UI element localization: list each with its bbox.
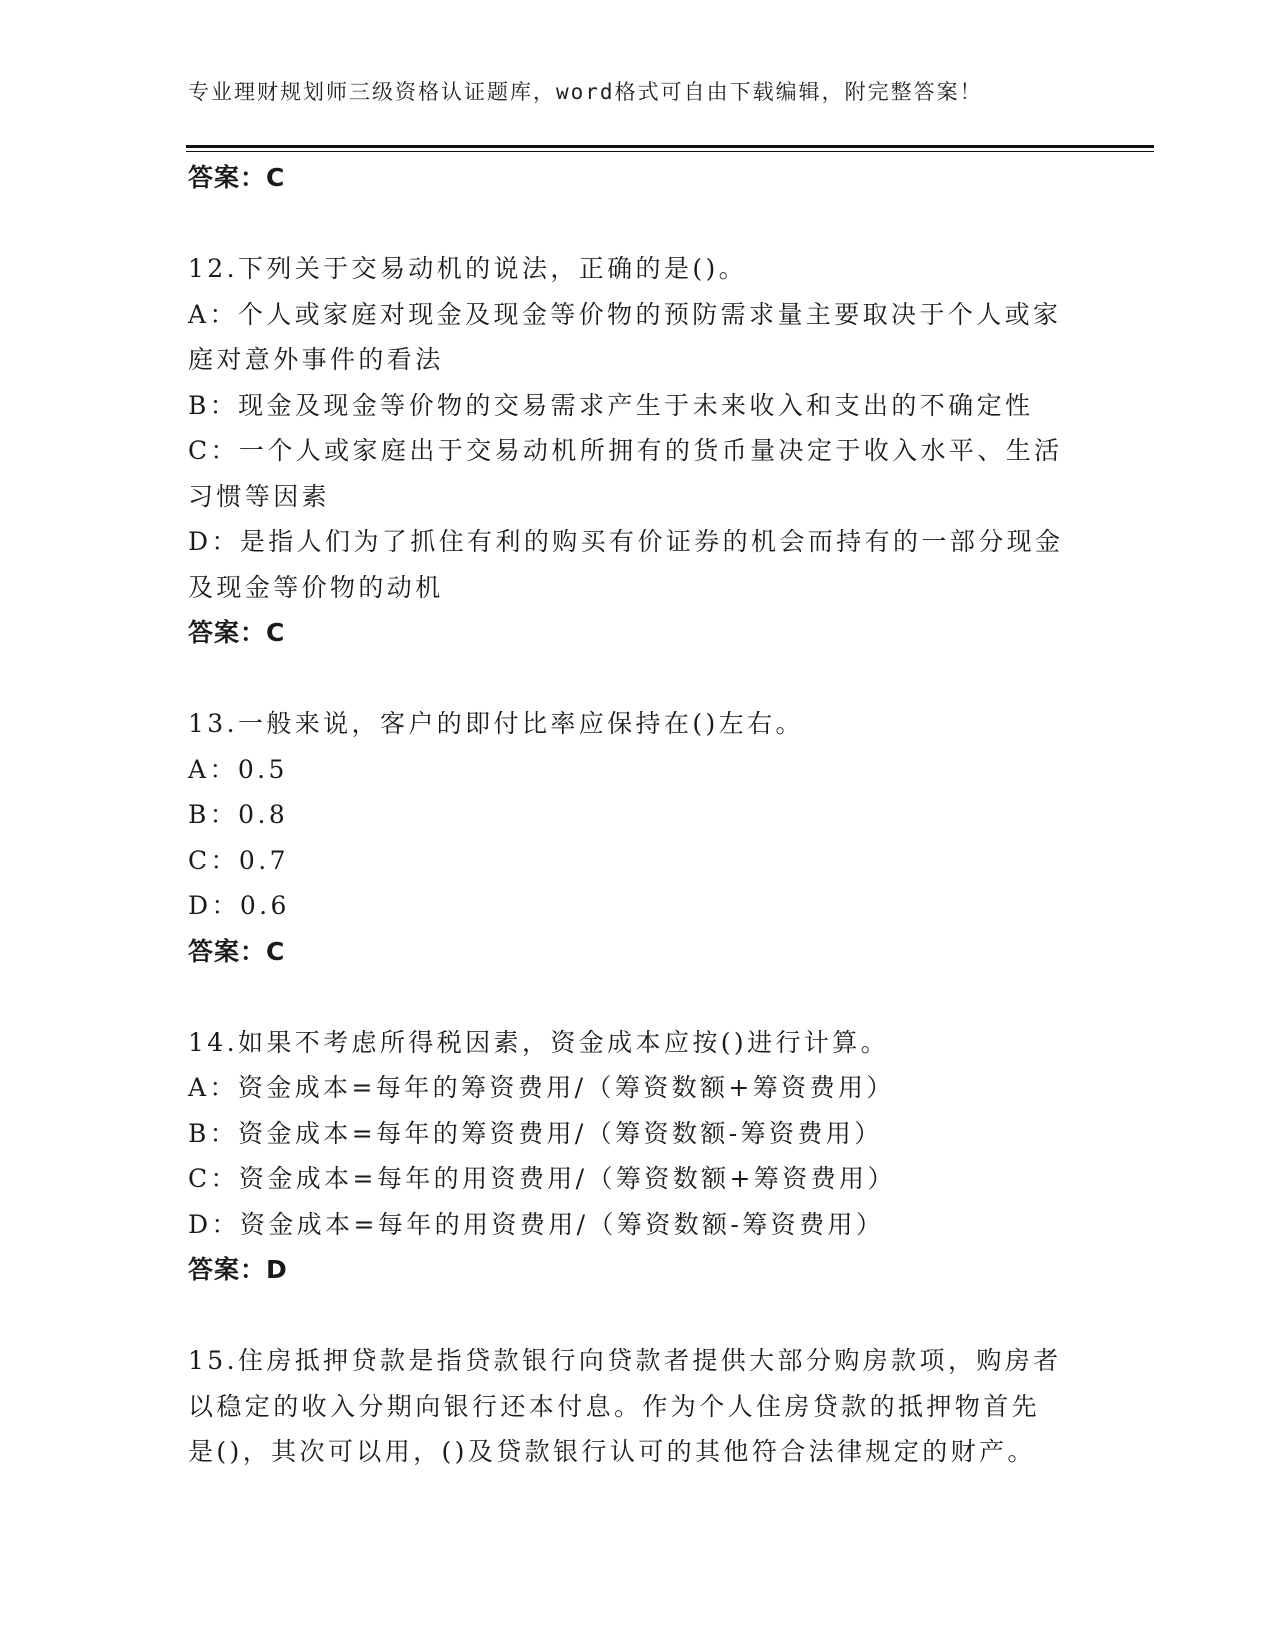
option-a: A：0.5: [188, 754, 288, 784]
question-15: [188, 1338, 1088, 1475]
question-list: [188, 155, 1088, 1475]
spacer: [188, 1293, 1088, 1339]
spacer: [188, 201, 1088, 247]
question-stem: 15.住房抵押贷款是指贷款银行向贷款者提供大部分购房款项，购房者: [188, 1346, 1062, 1375]
question-12: [188, 246, 1088, 656]
option-d: D：0.6: [188, 891, 290, 920]
question-14: [188, 1020, 1088, 1293]
page-header: 专业理财规划师三级资格认证题库，word格式可自由下载编辑，附完整答案！: [188, 80, 983, 104]
question-answer: 答案：C: [188, 618, 286, 647]
question-stem-continued: 是()，其次可以用，()及贷款银行认可的其他符合法律规定的财产。: [188, 1437, 1036, 1466]
option-c: C：一个人或家庭出于交易动机所拥有的货币量决定于收入水平、生活: [188, 436, 1063, 465]
spacer: [188, 974, 1088, 1020]
option-a: A：资金成本=每年的筹资费用/（筹资数额+筹资费用）: [188, 1073, 895, 1102]
option-c: C：0.7: [188, 845, 289, 875]
spacer: [188, 656, 1088, 702]
question-stem-continued: 以稳定的收入分期向银行还本付息。作为个人住房贷款的抵押物首先: [188, 1391, 1041, 1421]
option-b: B：0.8: [188, 800, 289, 829]
option-c-continued: 习惯等因素: [188, 481, 331, 511]
question-answer: 答案：D: [188, 1255, 288, 1284]
question-answer: 答案：C: [188, 936, 286, 966]
header-rule-thin: [186, 151, 1154, 152]
option-b: B：资金成本=每年的筹资费用/（筹资数额-筹资费用）: [188, 1118, 883, 1148]
question-stem: 13.一般来说，客户的即付比率应保持在()左右。: [188, 709, 804, 738]
option-d-continued: 及现金等价物的动机: [188, 572, 444, 602]
option-a: A：个人或家庭对现金及现金等价物的预防需求量主要取决于个人或家: [188, 299, 1062, 329]
option-d: D：是指人们为了抓住有利的购买有价证券的机会而持有的一部分现金: [188, 527, 1064, 556]
question-stem: 12.下列关于交易动机的说法，正确的是()。: [188, 254, 748, 283]
option-b: B：现金及现金等价物的交易需求产生于未来收入和支出的不确定性: [188, 390, 1034, 420]
option-d: D：资金成本=每年的用资费用/（筹资数额-筹资费用）: [188, 1209, 885, 1239]
previous-question-answer: 答案：C: [188, 163, 286, 192]
question-stem: 14.如果不考虑所得税因素，资金成本应按()进行计算。: [188, 1027, 890, 1057]
question-13: [188, 701, 1088, 974]
header-rule-thick: [186, 145, 1154, 148]
option-a-continued: 庭对意外事件的看法: [188, 345, 444, 374]
option-c: C：资金成本=每年的用资费用/（筹资数额+筹资费用）: [188, 1164, 896, 1193]
